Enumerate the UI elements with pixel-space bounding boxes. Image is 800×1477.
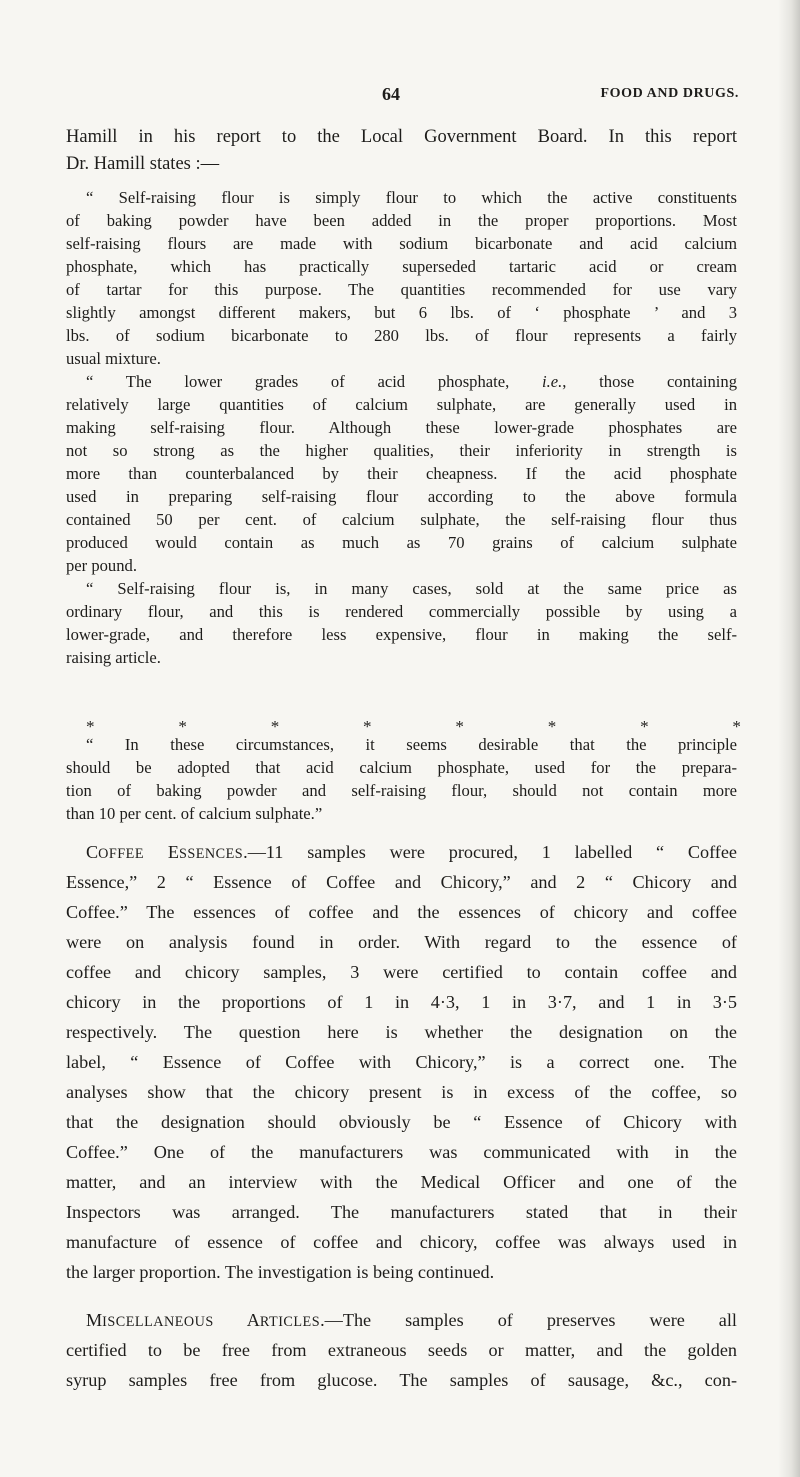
quote-line (86, 372, 737, 392)
body-line: matter, and an interview with the Medical Officer and one of the (66, 1172, 737, 1192)
body-line: manufacture of essence of coffee and chicory, coffee was always used in (66, 1232, 737, 1252)
quote-line: produced would contain as much as 70 grains of calcium sulphate (66, 533, 737, 552)
body-line: Essence,” 2 “ Essence of Coffee and Chicory,” and 2 “ Chicory and (66, 872, 737, 892)
page-header (0, 84, 800, 106)
quote-line: “ In these circumstances, it seems desirable that the principle (86, 735, 737, 754)
quote-line: lbs. of sodium bicarbonate to 280 lbs. of flour represents a fairly (66, 326, 737, 345)
quote-line: “ Self-raising flour is, in many cases, sold at the same price as (86, 579, 737, 598)
asterisk: * (455, 717, 464, 736)
asterisk: * (547, 717, 557, 736)
paragraph-text: .—The samples of preserves were all (320, 1310, 737, 1330)
quote-line: ordinary flour, and this is rendered commercially possible by using a (66, 602, 737, 621)
italic-abbreviation: i.e. (542, 372, 563, 391)
section-heading-miscellaneous-articles: MISCELLANEOUS ARTICLES (86, 1310, 321, 1330)
body-line: Inspectors was arranged. The manufacturers stated that in their (66, 1202, 737, 1222)
body-line: Coffee.” The essences of coffee and the essences of chicory and coffee (66, 902, 737, 922)
quote-line: of tartar for this purpose. The quantities recommended for use vary (66, 280, 737, 299)
body-line: chicory in the proportions of 1 in 4·3, 1 in 3·7, and 1 in 3·5 (66, 992, 737, 1012)
body-line: certified to be free from extraneous seeds or matter, and the golden (66, 1340, 737, 1360)
quote-line: contained 50 per cent. of calcium sulphate, the self-raising flour thus (66, 510, 737, 529)
quote-line: should be adopted that acid calcium phosphate, used for the prepara- (66, 758, 737, 777)
asterisk: * (270, 717, 280, 736)
misc-first-line (86, 1310, 737, 1331)
body-line: the larger proportion. The investigation is being continued. (66, 1262, 495, 1282)
asterisk: * (86, 717, 95, 736)
quote-line: not so strong as the higher qualities, their inferiority in strength is (66, 441, 737, 460)
body-line: label, “ Essence of Coffee with Chicory,” is a correct one. The (66, 1052, 737, 1072)
section-heading-coffee-essences: COFFEE ESSENCES (86, 842, 244, 862)
body-line: were on analysis found in order. With regard to the essence of (66, 932, 737, 952)
quote-text: “ The lower grades of acid phosphate, (86, 372, 543, 391)
quote-line: per pound. (66, 556, 137, 575)
page-number: 64 (382, 84, 400, 104)
quote-line: phosphate, which has practically superseded tartaric acid or cream (66, 257, 737, 276)
asterisk-separator (86, 717, 741, 737)
asterisk: * (732, 717, 741, 736)
body-line: syrup samples free from glucose. The samples of sausage, &c., con- (66, 1370, 737, 1390)
quote-line: of baking powder have been added in the proper proportions. Most (66, 211, 737, 230)
quote-line: tion of baking powder and self-raising flour, should not contain more (66, 781, 737, 800)
quote-line: more than counterbalanced by their cheapness. If the acid phosphate (66, 464, 737, 483)
body-line: respectively. The question here is whether the designation on the (66, 1022, 737, 1042)
asterisk: * (363, 717, 372, 736)
body-line: coffee and chicory samples, 3 were certified to contain coffee and (66, 962, 737, 982)
coffee-first-line (86, 842, 737, 863)
body-line: that the designation should obviously be “ Essence of Chicory with (66, 1112, 737, 1132)
quote-line: usual mixture. (66, 349, 161, 368)
quote-line: lower-grade, and therefore less expensive, flour in making the self- (66, 625, 737, 644)
quote-line: relatively large quantities of calcium sulphate, are generally used in (66, 395, 737, 414)
asterisk: * (178, 717, 187, 736)
quote-line: used in preparing self-raising flour according to the above formula (66, 487, 737, 506)
quote-line: “ Self-raising flour is simply flour to which the active constituents (86, 188, 737, 207)
page-edge-shadow (778, 0, 800, 1477)
body-line: Hamill in his report to the Local Government Board. In this report (66, 127, 737, 147)
running-head: FOOD AND DRUGS. (600, 86, 739, 101)
quote-text: , those containing (562, 372, 737, 391)
quote-line: than 10 per cent. of calcium sulphate.” (66, 804, 323, 823)
body-line: Dr. Hamill states :— (66, 154, 220, 174)
body-line: Coffee.” One of the manufacturers was communicated with in the (66, 1142, 737, 1162)
quote-line: self-raising flours are made with sodium bicarbonate and acid calcium (66, 234, 737, 253)
quote-line: raising article. (66, 648, 161, 667)
asterisk: * (640, 717, 649, 736)
body-line: analyses show that the chicory present is in excess of the coffee, so (66, 1082, 737, 1102)
paragraph-text: .—11 samples were procured, 1 labelled “ Coffee (243, 842, 738, 862)
quote-line: slightly amongst different makers, but 6 lbs. of ‘ phosphate ’ and 3 (66, 303, 737, 322)
quote-line: making self-raising flour. Although these lower-grade phosphates are (66, 418, 737, 437)
